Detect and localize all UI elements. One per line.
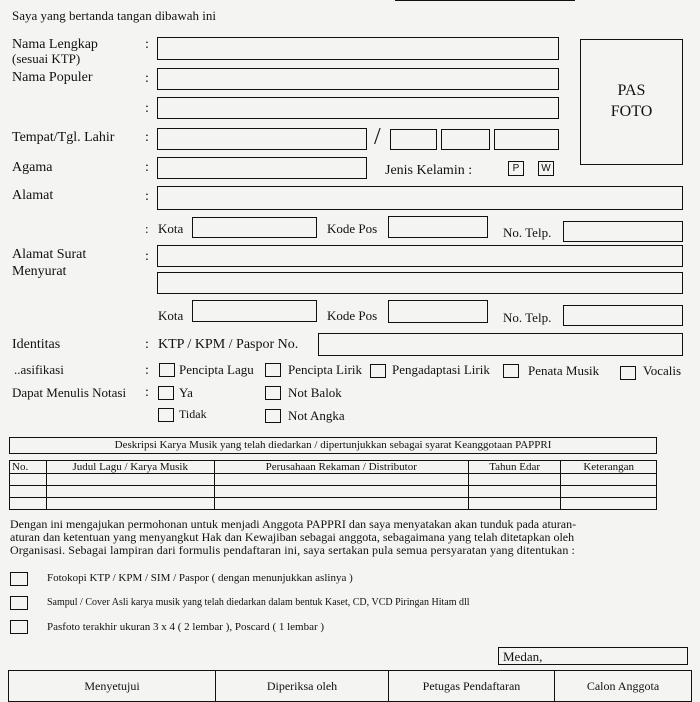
checkbox-attachment-3[interactable]: [10, 620, 28, 634]
checkbox-pengadaptasi-lirik[interactable]: [370, 364, 386, 378]
checkbox-pencipta-lirik[interactable]: [265, 363, 281, 377]
jenis-kelamin-w[interactable]: W: [538, 161, 554, 176]
identitas-field[interactable]: [318, 333, 683, 356]
intro-text: Saya yang bertanda tangan dibawah ini: [12, 8, 216, 23]
checkbox-vocalis[interactable]: [620, 366, 636, 380]
colon: :: [145, 221, 149, 236]
label-ttl: Tempat/Tgl. Lahir: [12, 130, 115, 145]
label-kota-2: Kota: [158, 308, 184, 323]
colon: :: [145, 71, 149, 86]
checkbox-tidak[interactable]: [158, 408, 174, 422]
no-telp-field-2[interactable]: [563, 305, 683, 326]
option-penata-musik: Penata Musik: [528, 363, 600, 378]
label-alamat: Alamat: [12, 188, 54, 203]
table-row[interactable]: [10, 474, 657, 486]
attachment-3: Pasfoto terakhir ukuran 3 x 4 ( 2 lembar ), Poscard ( 1 lembar ): [47, 621, 325, 633]
col-perusahaan: Perusahaan Rekaman / Distributor: [214, 461, 468, 474]
medan-label: Medan,: [503, 649, 543, 664]
colon: :: [145, 160, 149, 175]
colon: :: [145, 249, 149, 264]
signature-table: [8, 670, 692, 702]
label-kode-pos: Kode Pos: [327, 221, 378, 236]
pas-foto-line1: PAS: [617, 82, 646, 99]
label-alamat-surat: Alamat Surat: [12, 247, 87, 262]
checkbox-attachment-1[interactable]: [10, 572, 28, 586]
col-judul: Judul Lagu / Karya Musik: [46, 461, 214, 474]
karya-table: [9, 460, 657, 510]
label-nama-lengkap: Nama Lengkap: [12, 37, 98, 52]
table-header-row: [10, 461, 657, 474]
label-identitas: Identitas: [12, 337, 61, 352]
label-nama-populer: Nama Populer: [12, 70, 93, 85]
nama-lengkap-field[interactable]: [157, 37, 559, 60]
alamat-surat-field-2[interactable]: [157, 272, 683, 294]
label-no-telp: No. Telp.: [503, 225, 552, 240]
table-row[interactable]: [10, 486, 657, 498]
label-kota: Kota: [158, 221, 184, 236]
alamat-surat-field-1[interactable]: [157, 245, 683, 267]
kode-pos-field-2[interactable]: [388, 300, 488, 323]
option-tidak: Tidak: [179, 407, 207, 421]
checkbox-not-angka[interactable]: [265, 409, 281, 423]
label-klasifikasi: ..asifikasi: [14, 362, 64, 377]
date-slash: /: [374, 124, 381, 150]
label-kode-pos-2: Kode Pos: [327, 308, 378, 323]
colon: :: [145, 337, 149, 352]
sig-petugas: Petugas Pendaftaran: [389, 671, 555, 702]
pas-foto-box: [580, 39, 683, 165]
kota-field[interactable]: [192, 217, 317, 238]
label-notasi: Dapat Menulis Notasi: [12, 385, 127, 400]
no-telp-field[interactable]: [563, 221, 683, 242]
nama-populer-field-2[interactable]: [157, 97, 559, 119]
identitas-value: KTP / KPM / Paspor No.: [158, 337, 299, 352]
tgl-lahir-year[interactable]: [494, 129, 559, 150]
checkbox-ya[interactable]: [158, 386, 174, 400]
alamat-field[interactable]: [157, 186, 683, 210]
checkbox-not-balok[interactable]: [265, 386, 281, 400]
col-no: No.: [10, 461, 47, 474]
option-pencipta-lirik: Pencipta Lirik: [288, 362, 363, 377]
sig-diperiksa: Diperiksa oleh: [216, 671, 389, 702]
statement-line-1: Dengan ini mengajukan permohonan untuk menjadi Anggota PAPPRI dan saya menyatakan akan tunduk pada aturan-: [10, 517, 577, 531]
option-pencipta-lagu: Pencipta Lagu: [179, 362, 254, 377]
tempat-lahir-field[interactable]: [157, 128, 367, 150]
header-rule: [395, 0, 575, 1]
col-tahun: Tahun Edar: [468, 461, 560, 474]
table-row[interactable]: [10, 498, 657, 510]
jenis-kelamin-p[interactable]: P: [508, 161, 524, 176]
attachment-1: Fotokopi KTP / KPM / SIM / Paspor ( dengan menunjukkan aslinya ): [47, 572, 353, 584]
colon: :: [145, 363, 149, 378]
label-nama-lengkap-sub: (sesuai KTP): [12, 51, 81, 66]
colon: :: [145, 130, 149, 145]
option-not-angka: Not Angka: [288, 408, 345, 423]
label-agama: Agama: [12, 160, 53, 175]
kode-pos-field[interactable]: [388, 216, 488, 238]
colon: :: [145, 189, 149, 204]
medan-field[interactable]: [498, 647, 688, 665]
checkbox-attachment-2[interactable]: [10, 596, 28, 610]
option-not-balok: Not Balok: [288, 385, 342, 400]
pas-foto-line2: FOTO: [610, 103, 653, 120]
karya-title-bar: [9, 437, 657, 454]
option-pengadaptasi-lirik: Pengadaptasi Lirik: [392, 362, 490, 377]
signature-header-row: [9, 671, 692, 702]
sig-calon-anggota: Calon Anggota: [555, 671, 692, 702]
label-no-telp-2: No. Telp.: [503, 310, 552, 325]
agama-field[interactable]: [157, 157, 367, 179]
statement-line-3: Organisasi. Sebagai lampiran dari formulis pendaftaran ini, saya sertakan pula semua persyaratan yang ditentukan :: [10, 543, 575, 557]
col-keterangan: Keterangan: [561, 461, 657, 474]
tgl-lahir-month[interactable]: [441, 129, 490, 150]
colon: :: [145, 385, 149, 400]
colon: :: [145, 37, 149, 52]
option-vocalis: Vocalis: [643, 363, 682, 378]
attachment-2: Sampul / Cover Asli karya musik yang telah diedarkan dalam bentuk Kaset, CD, VCD Piringan Hitam dll: [47, 597, 470, 608]
tgl-lahir-day[interactable]: [390, 129, 437, 150]
label-alamat-surat-2: Menyurat: [12, 264, 67, 279]
statement-line-2: aturan dan ketentuan yang menyangkut Hak dan Kewajiban sebagai anggota, sebagaimana yang telah ditetapkan oleh: [10, 530, 575, 544]
option-ya: Ya: [179, 385, 193, 400]
checkbox-penata-musik[interactable]: [503, 364, 519, 378]
nama-populer-field-1[interactable]: [157, 68, 559, 90]
checkbox-pencipta-lagu[interactable]: [159, 363, 175, 377]
colon: :: [145, 101, 149, 116]
sig-menyetujui: Menyetujui: [9, 671, 216, 702]
karya-title: Deskripsi Karya Musik yang telah diedarkan / dipertunjukkan sebagai syarat Keanggotaan PAPPRI: [114, 439, 552, 451]
label-jenis-kelamin: Jenis Kelamin :: [385, 163, 473, 178]
kota-field-2[interactable]: [192, 300, 317, 322]
